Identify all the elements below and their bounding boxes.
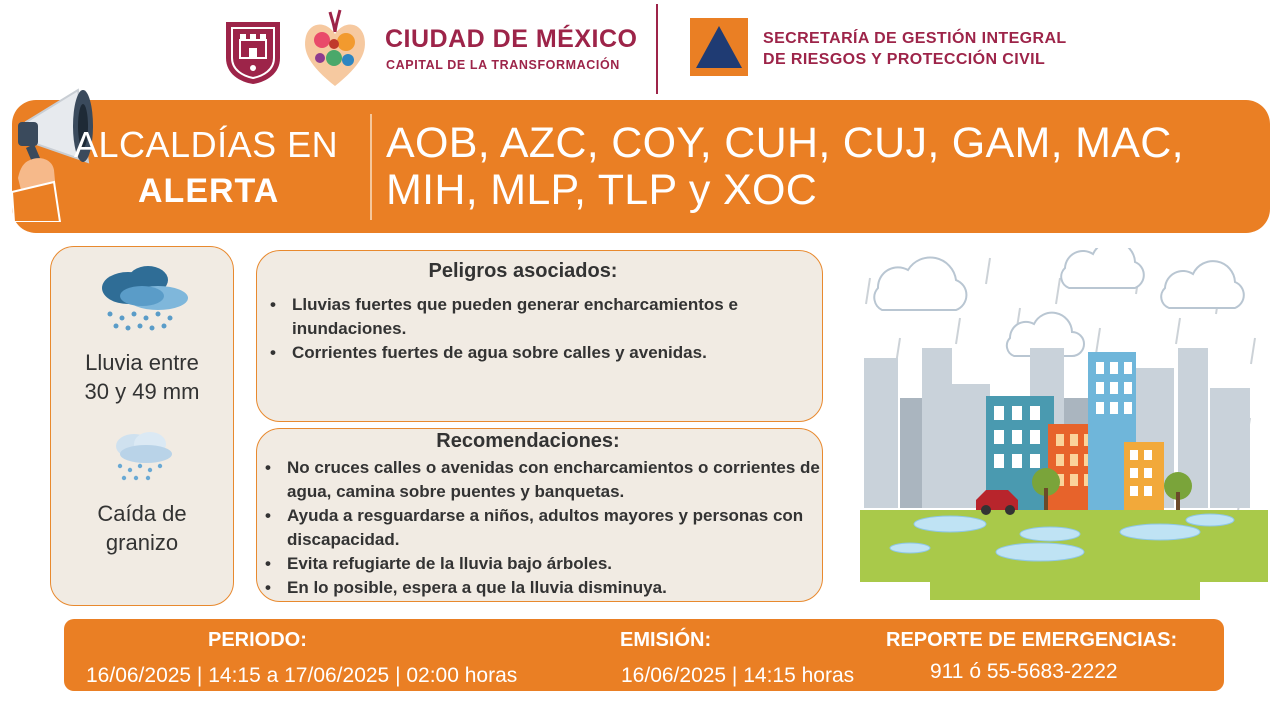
list-item: • Lluvias fuertes que pueden generar encharcamientos e inundaciones.: [262, 293, 802, 341]
cdmx-coat-of-arms-icon: [222, 18, 284, 86]
secretaria-name: [763, 28, 1067, 70]
rainy-city-illustration: [860, 248, 1268, 604]
cdmx-heart-logo-icon: [300, 4, 370, 90]
civil-protection-triangle-icon: [690, 18, 748, 76]
codes-line2: MIH, MLP, TLP y XOC: [386, 166, 818, 214]
rain-line2: 30 y 49 mm: [84, 379, 200, 404]
hail-label: [50, 499, 234, 557]
list-item: • No cruces calles o avenidas con encharcamientos o corrientes de agua, camina sobre puentes y banquetas.: [257, 456, 822, 504]
rain-cloud-icon: [92, 262, 196, 334]
emission-value: 16/06/2025 | 14:15 horas: [621, 664, 855, 687]
list-item: • Corrientes fuertes de agua sobre calles y avenidas.: [262, 341, 802, 365]
rain-amount-label: [50, 348, 234, 406]
hail-line2: granizo: [105, 530, 179, 555]
emission-label: EMISIÓN:: [620, 629, 712, 651]
banner-divider: [370, 114, 372, 220]
secretaria-line2: DE RIESGOS Y PROTECCIÓN CIVIL: [763, 51, 1046, 68]
hazards-title: Peligros asociados:: [428, 260, 618, 282]
recommendations-title: Recomendaciones:: [436, 430, 620, 452]
hail-line1: Caída de: [97, 501, 187, 526]
hazards-list: [262, 293, 802, 365]
hail-cloud-icon: [106, 428, 178, 484]
period-label: PERIODO:: [208, 629, 307, 651]
list-item: • Ayuda a resguardarse a niños, adultos mayores y personas con discapacidad.: [257, 504, 822, 552]
emergency-value: 911 ó 55-5683-2222: [930, 660, 1118, 683]
banner-label-line1: ALCALDÍAS EN: [74, 124, 339, 165]
codes-line1: AOB, AZC, COY, CUH, CUJ, GAM, MAC,: [386, 119, 1184, 167]
cdmx-title: CIUDAD DE MÉXICO: [385, 25, 638, 53]
emergency-label: REPORTE DE EMERGENCIAS:: [886, 629, 1178, 651]
period-value: 16/06/2025 | 14:15 a 17/06/2025 | 02:00 horas: [86, 664, 518, 687]
list-item: • Evita refugiarte de la lluvia bajo árboles.: [257, 552, 822, 576]
list-item: • En lo posible, espera a que la lluvia disminuya.: [257, 576, 822, 600]
banner-label-line2: ALERTA: [138, 172, 280, 210]
cdmx-subtitle: CAPITAL DE LA TRANSFORMACIÓN: [386, 58, 620, 72]
secretaria-line1: SECRETARÍA DE GESTIÓN INTEGRAL: [763, 30, 1067, 47]
recommendations-list: [257, 456, 822, 600]
alcaldias-codes: [386, 120, 1184, 214]
header-divider: [656, 4, 658, 94]
rain-line1: Lluvia entre: [85, 350, 199, 375]
